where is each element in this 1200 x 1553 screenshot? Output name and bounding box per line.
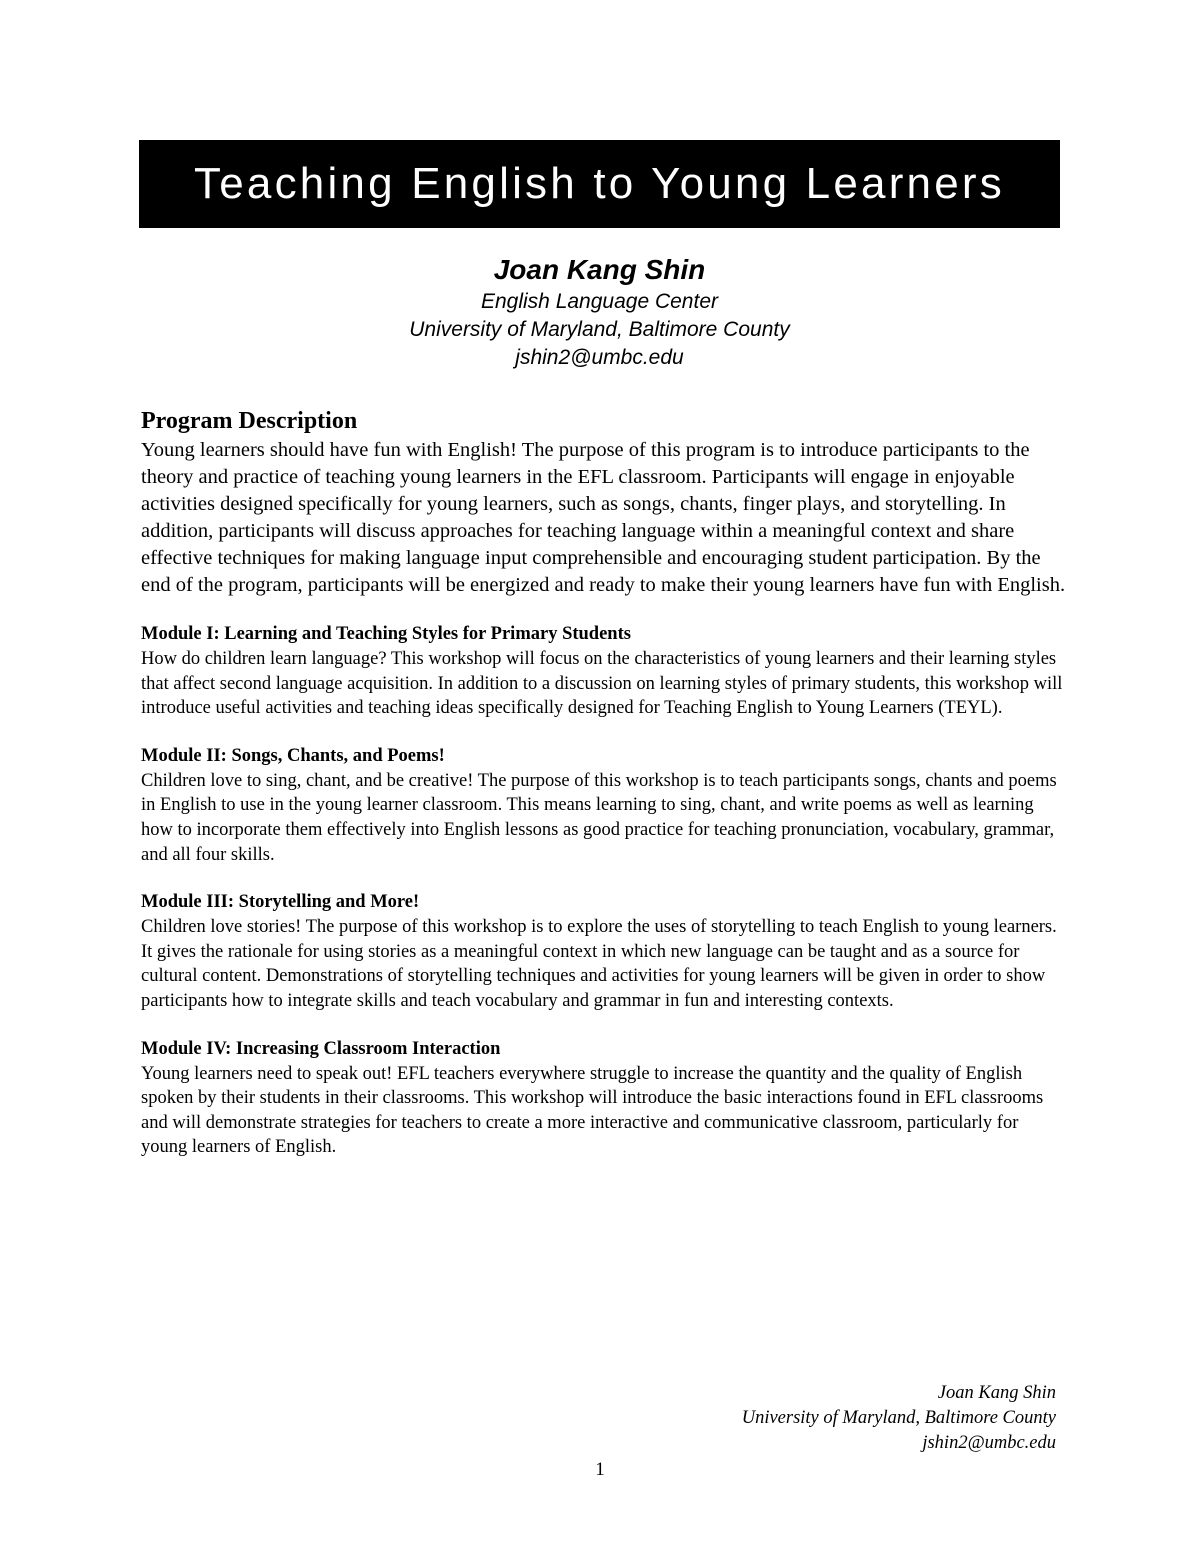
author-department: English Language Center	[480, 290, 718, 313]
module-title: Module II: Songs, Chants, and Poems!	[141, 745, 445, 766]
module-description: Children love stories! The purpose of this workshop is to explore the uses of storytelling to teach English to young learners. It gives the rationale for using stories as a meaningful context in which new language can be taught and as a source for cultural content. Demonstrations of storytelling techniques and activities for young learners will be given in order to show participants how to integrate skills and teach vocabulary and grammar in fun and interesting contexts.	[141, 917, 1057, 1011]
footer-email: jshin2@umbc.edu	[922, 1433, 1056, 1453]
program-description: Young learners should have fun with English! The purpose of this program is to introduce participants to the theory and practice of teaching young learners in the EFL classroom. Participants will engage in enjoyable activities designed specifically for young learners, such as songs, chants, finger plays, and storytelling. In addition, participants will discuss approaches for teaching language within a meaningful context and share effective techniques for making language input comprehensible and encouraging student participation. By the end of the program, participants will be energized and ready to make their young learners have fun with English.	[141, 439, 1066, 596]
module-2	[141, 744, 1066, 867]
module-4	[141, 1037, 1066, 1160]
author-block	[139, 252, 1060, 372]
module-1	[141, 622, 1066, 721]
program-heading: Program Description	[141, 408, 358, 434]
title-banner	[139, 140, 1060, 228]
module-description: Young learners need to speak out! EFL teachers everywhere struggle to increase the quantity and the quality of English spoken by their students in their classrooms. This workshop will introduce the basic interactions found in EFL classrooms and will demonstrate strategies for teachers to create a more interactive and communicative classroom, particularly for young learners of English.	[141, 1063, 1044, 1158]
footer-name: Joan Kang Shin	[937, 1383, 1056, 1403]
author-email: jshin2@umbc.edu	[515, 346, 684, 369]
module-3	[141, 890, 1066, 1013]
module-title: Module IV: Increasing Classroom Interaction	[141, 1038, 501, 1059]
author-institution: University of Maryland, Baltimore County	[409, 318, 790, 341]
module-title: Module III: Storytelling and More!	[141, 892, 420, 913]
module-title: Module I: Learning and Teaching Styles for Primary Students	[141, 624, 631, 644]
page-footer	[742, 1381, 1056, 1456]
document-title: Teaching English to Young Learners	[194, 159, 1005, 208]
page-number: 1	[595, 1459, 605, 1480]
main-content	[141, 405, 1066, 1160]
module-description: How do children learn language? This workshop will focus on the characteristics of young learners and their learning styles that affect second language acquisition. In addition to a discussion on learning styles of primary students, this workshop will introduce useful activities and teaching ideas specifically designed for Teaching English to Young Learners (TEYL).	[141, 649, 1063, 719]
author-name: Joan Kang Shin	[493, 254, 706, 285]
module-description: Children love to sing, chant, and be creative! The purpose of this workshop is to teach participants songs, chants and poems in English to use in the young learner classroom. This means learning to sing, chant, and write poems as well as learning how to incorporate them effectively into English lessons as good practice for teaching pronunciation, vocabulary, grammar, and all four skills.	[141, 770, 1057, 865]
footer-institution: University of Maryland, Baltimore County	[741, 1408, 1056, 1428]
